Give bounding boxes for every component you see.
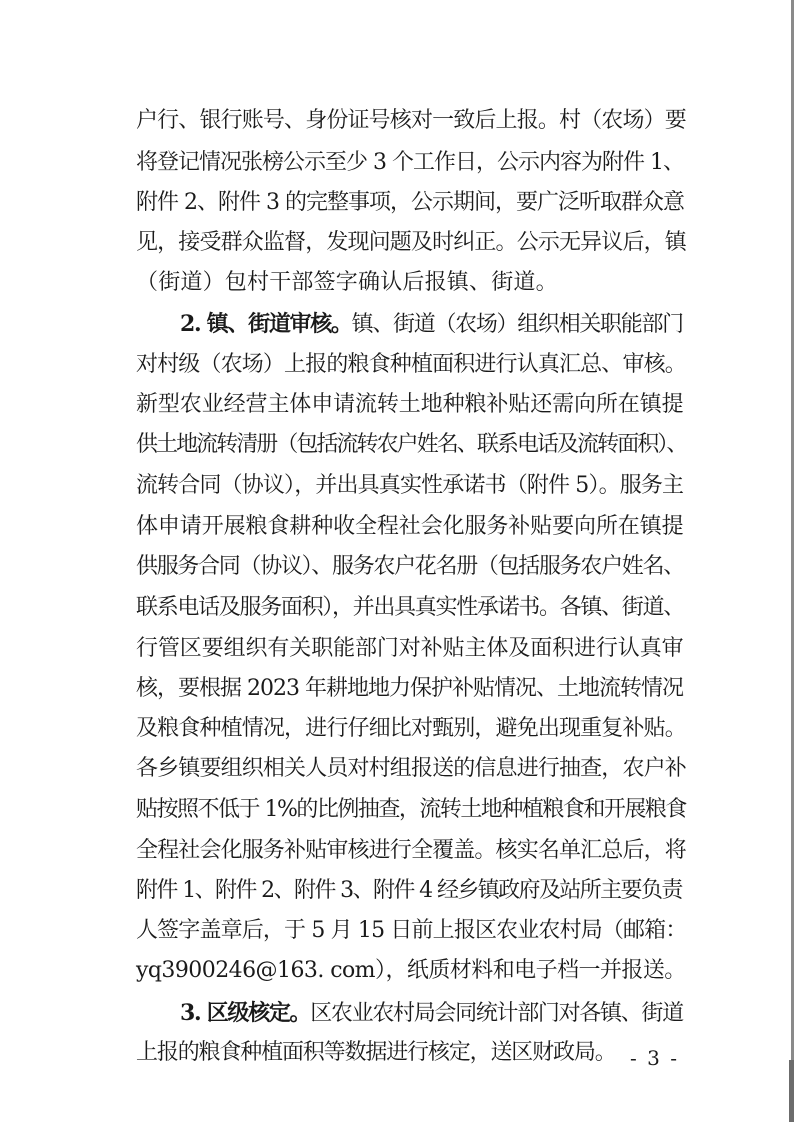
text-line: （街道）包村干部签字确认后报镇、街道。 [136,270,558,295]
page-number: - 3 - [630,1046,679,1070]
text-line: 人签字盖章后，于 5 月 15 日前上报区农业农村局（邮箱： [136,918,687,943]
text-line: 行管区要组织有关职能部门对补贴主体及面积进行认真审 [136,636,684,661]
text-line: 核，要根据 2023 年耕地地力保护补贴情况、土地流转情况 [136,676,683,701]
text-line: 体申请开展粮食耕种收全程社会化服务补贴要向所在镇提 [136,514,684,539]
text-line: 供服务合同（协议）、服务农户花名册（包括服务农户姓名、 [136,554,684,579]
section-2-first-line-text: 镇、街道（农场）组织相关职能部门 [351,312,683,337]
text-line: 附件 1、附件 2、附件 3、附件 4 经乡镇政府及站所主要负责 [136,878,682,903]
text-line: 各乡镇要组织相关人员对村组报送的信息进行抽查，农户补 [136,756,686,781]
text-line: 及粮食种植情况，进行仔细比对甄别，避免出现重复补贴。 [136,716,686,741]
text-line: 附件 2、附件 3 的完整事项，公示期间，要广泛听取群众意 [136,190,684,215]
text-line: 贴按照不低于 1%的比例抽查，流转土地种植粮食和开展粮食 [136,797,686,822]
text-line: 上报的粮食种植面积等数据进行核定，送区财政局。 [136,1040,616,1065]
text-line: 流转合同（协议），并出具真实性承诺书（附件 5）。服务主 [136,473,684,498]
text-line: 供土地流转清册（包括流转农户姓名、联系电话及流转面积）、 [136,432,687,457]
text-line: 户行、银行账号、身份证号核对一致后上报。村（农场）要 [136,108,686,133]
section-2-heading: 2. 镇、街道审核。 [180,311,352,337]
text-line: yq3900246@163. com），纸质材料和电子档一并报送。 [136,958,686,983]
text-line: 对村级（农场）上报的粮食种植面积进行认真汇总、审核。 [136,352,686,377]
text-line: 见，接受群众监督，发现问题及时纠正。公示无异议后，镇 [136,230,686,255]
text-line: 新型农业经营主体申请流转土地种粮补贴还需向所在镇提 [136,392,684,417]
section-3-heading: 3. 区级核定。 [180,1000,311,1026]
scan-edge-shadow [789,1060,794,1122]
section-2-first-line [180,313,686,336]
text-line: 将登记情况张榜公示至少 3 个工作日，公示内容为附件 1、 [136,150,684,175]
text-line: 联系电话及服务面积），并出具真实性承诺书。各镇、街道、 [136,595,684,620]
section-3-first-line-text: 区农业农村局会同统计部门对各镇、街道 [310,1001,683,1026]
text-line: 全程社会化服务补贴审核进行全覆盖。核实名单汇总后，将 [136,838,686,863]
section-3-first-line [180,1002,686,1025]
